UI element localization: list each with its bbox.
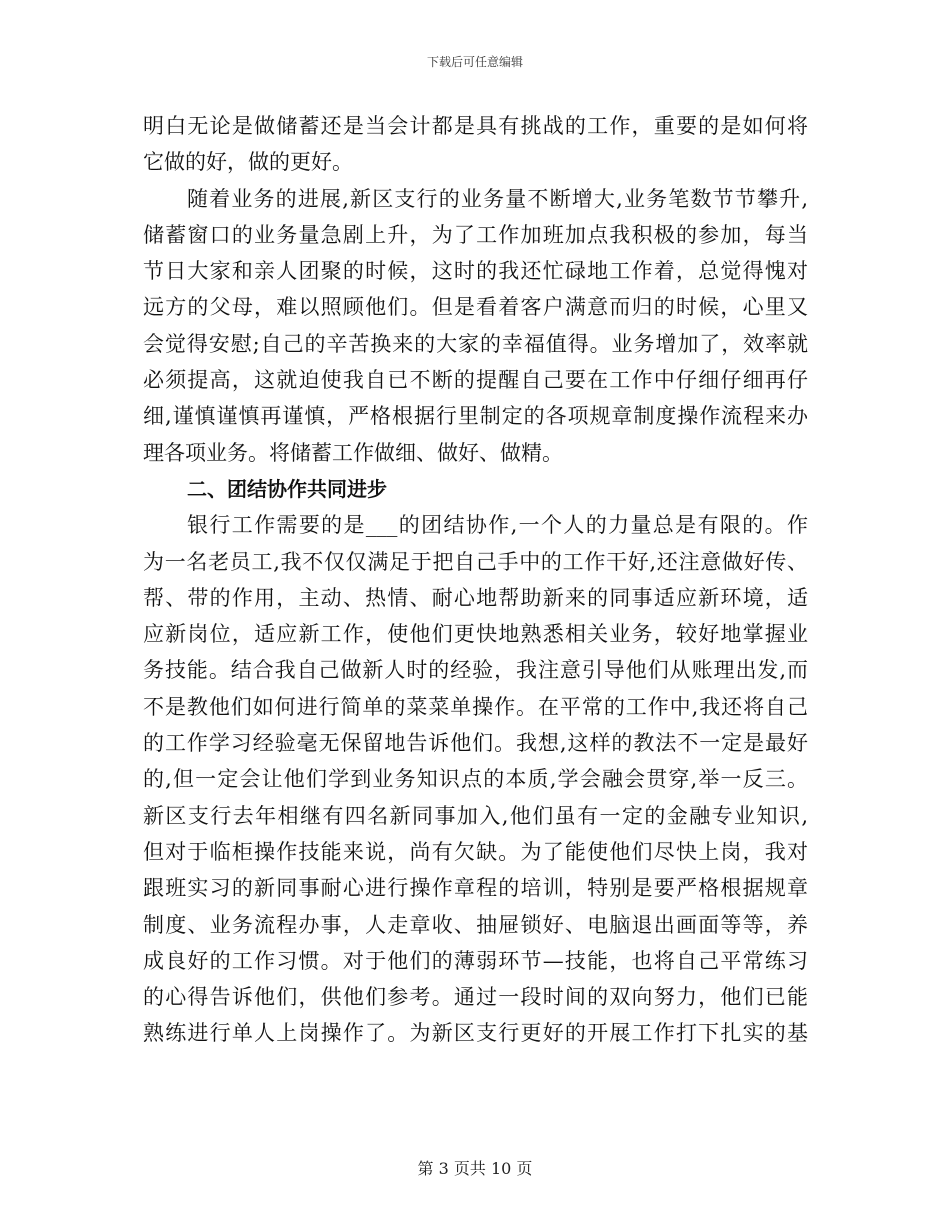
text-line: 不是教他们如何进行简单的菜菜单操作。在平常的工作中,我还将自己 <box>143 694 808 719</box>
text-line: 的工作学习经验毫无保留地告诉他们。我想,这样的教法不一定是最好 <box>143 731 808 756</box>
document-body <box>143 108 808 1052</box>
text-line: 成良好的工作习惯。对于他们的薄弱环节—技能，也将自己平常练习 <box>143 948 808 973</box>
text-line: 务技能。结合我自己做新人时的经验，我注意引导他们从账理出发,而 <box>143 658 808 683</box>
text-line: 细,谨慎谨慎再谨慎，严格根据行里制定的各项规章制度操作流程来办 <box>143 404 808 429</box>
text-line: 为一名老员工,我不仅仅满足于把自己手中的工作干好,还注意做好传、 <box>143 549 808 574</box>
page-number: 第 3 页共 10 页 <box>417 1159 533 1178</box>
text-line: 但对于临柜操作技能来说，尚有欠缺。为了能使他们尽快上岗，我对 <box>143 839 808 864</box>
text-line: 储蓄窗口的业务量急剧上升，为了工作加班加点我积极的参加，每当 <box>143 222 808 247</box>
text-line: 明白无论是做储蓄还是当会计都是具有挑战的工作，重要的是如何将 <box>143 114 808 138</box>
text-line: 帮、带的作用，主动、热情、耐心地帮助新来的同事适应新环境，适 <box>143 585 808 610</box>
text-line: 必须提高，这就迫使我自已不断的提醒自己要在工作中仔细仔细再仔 <box>143 368 808 393</box>
page-header: 下载后可任意编辑 <box>426 55 523 69</box>
text-line: 跟班实习的新同事耐心进行操作章程的培训，特别是要严格根据规章 <box>143 876 808 901</box>
text-line: 应新岗位，适应新工作，使他们更快地熟悉相关业务，较好地掌握业 <box>143 622 808 647</box>
paragraph <box>143 108 808 181</box>
paragraph <box>143 507 808 1051</box>
text-line: 随着业务的进展,新区支行的业务量不断增大,业务笔数节节攀升, <box>187 186 808 211</box>
text-line: 新区支行去年相继有四名新同事加入,他们虽有一定的金融专业知识, <box>143 803 808 828</box>
text-line: 节日大家和亲人团聚的时候，这时的我还忙碌地工作着，总觉得愧对 <box>143 259 808 284</box>
paragraph <box>143 181 808 471</box>
text-line: 会觉得安慰;自己的辛苦换来的大家的幸福值得。业务增加了，效率就 <box>143 331 808 356</box>
text-line: 它做的好，做的更好。 <box>143 150 353 175</box>
text-line: 制度、业务流程办事，人走章收、抽屉锁好、电脑退出画面等等，养 <box>143 912 808 937</box>
text-line: 远方的父母，难以照顾他们。但是看着客户满意而归的时候，心里又 <box>143 295 808 320</box>
text-line: 熟练进行单人上岗操作了。为新区支行更好的开展工作打下扎实的基 <box>143 1021 808 1046</box>
text-line: 的,但一定会让他们学到业务知识点的本质,学会融会贯穿,举一反三。 <box>143 767 808 792</box>
text-line: 理各项业务。将储蓄工作做细、做好、做精。 <box>143 440 563 465</box>
text-line: 银行工作需要的是___的团结协作,一个人的力量总是有限的。作 <box>187 513 808 538</box>
text-line: 的心得告诉他们，供他们参考。通过一段时间的双向努力，他们已能 <box>143 985 808 1010</box>
section-heading: 二、团结协作共同进步 <box>187 476 387 501</box>
